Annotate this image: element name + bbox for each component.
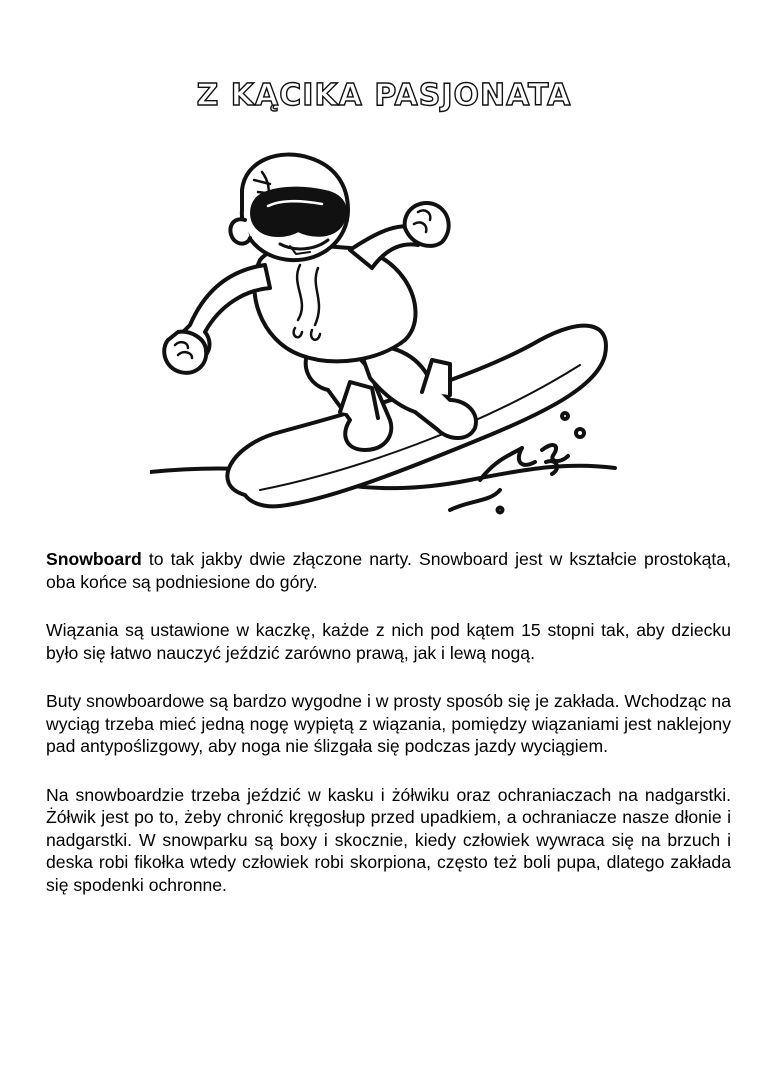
paragraph-protection: Na snowboardzie trzeba jeździć w kasku i żółwiku oraz ochraniaczach na nadgarstki. Żółwik jest po to, żeby chronić kręgosłup przed upadkiem, a ochraniacze nasze dłonie i nadgarstki. W snowparku są boxy i skocznie, kiedy człowiek wywraca się na brzuch i deska robi fikołka wtedy człowiek robi skorpiona, często też boli pupa, dlatego zakłada się spodenki ochronne. — [46, 784, 731, 895]
article-body — [46, 548, 731, 922]
right-fist-icon — [405, 203, 449, 246]
goggles-icon — [252, 189, 345, 235]
paragraph-boots: Buty snowboardowe są bardzo wygodne i w prosty sposób się je zakłada. Wchodząc na wyciąg trzeba mieć jedną nogę wypiętą z wiązania, pomiędzy wiązaniami jest naklejony pad antypoślizgowy, aby noga nie ślizgała się podczas jazdy wyciągiem. — [46, 691, 731, 756]
snowboard-icon — [227, 326, 606, 507]
snowboarder-illustration — [150, 150, 620, 535]
left-fist-icon — [164, 332, 206, 373]
paragraph-text: to tak jakby dwie złączone narty. Snowboard jest w kształcie prostokąta, oba końce są podniesione do góry. — [46, 549, 731, 592]
lead-term: Snowboard — [46, 549, 142, 569]
paragraph-bindings: Wiązania są ustawione w kaczkę, każde z nich pod kątem 15 stopni tak, aby dziecku było się łatwo nauczyć jeździć zarówno prawą, jak i lewą nogą. — [46, 620, 731, 663]
paragraph-snowboard-intro — [46, 548, 731, 593]
page-title: Z KĄCIKA PASJONATA — [196, 78, 572, 113]
